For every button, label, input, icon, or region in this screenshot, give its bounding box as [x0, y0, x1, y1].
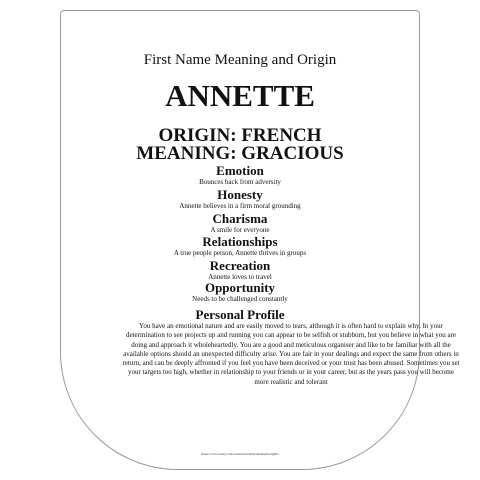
- trait-recreation: [61, 259, 419, 282]
- trait-description: Annette loves to travel: [208, 273, 272, 281]
- card-subtitle: First Name Meaning and Origin: [143, 52, 337, 68]
- personal-profile-text: You have an emotional nature and are easily moved to tears, although it is often hard to explain why. In your determination to see projects up and running you can appear to be selfish or stubborn, but you believe in what you are doing and approach it wholeheartedly. You are a good and meticulous organiser and like to be familiar with all the available options should an unexpected difficulty arise. You are fair in your dealings and expect the same from others in return, and can be deeply affronted if you feel you have been deceived or your trust has been abused. Sometimes you set your targets too high, whether in relationship to your friends or in your career, but as the years pass you will become more realistic and tolerant: [122, 322, 460, 386]
- first-name-heading: ANNETTE: [165, 78, 315, 113]
- trait-description: A true people person, Annette thrives in groups: [173, 249, 307, 257]
- trait-emotion: [61, 164, 419, 187]
- meaning-line: MEANING: GRACIOUS: [136, 143, 344, 164]
- trait-honesty: [61, 188, 419, 211]
- trait-description: Needs to be challenged constantly: [192, 295, 288, 303]
- trait-title: Honesty: [217, 187, 263, 202]
- trait-description: Annette believes in a firm moral grounding: [179, 202, 301, 210]
- trait-description: A smile for everyone: [210, 226, 270, 234]
- trait-title: Recreation: [209, 258, 271, 273]
- footer-url: https://www.ebay.com.au/str/herzdeldyandmymelogifts: [201, 452, 279, 456]
- name-meaning-card: [60, 10, 460, 470]
- trait-title: Relationships: [202, 234, 278, 249]
- trait-opportunity: [61, 281, 419, 304]
- origin-line: ORIGIN: FRENCH: [158, 125, 322, 146]
- trait-title: Opportunity: [204, 280, 276, 295]
- trait-title: Charisma: [212, 211, 268, 226]
- trait-description: Bounces back from adversity: [199, 178, 281, 186]
- personal-profile-heading: Personal Profile: [195, 307, 285, 322]
- trait-title: Emotion: [216, 163, 264, 178]
- trait-relationships: [61, 235, 419, 258]
- trait-charisma: [61, 212, 419, 235]
